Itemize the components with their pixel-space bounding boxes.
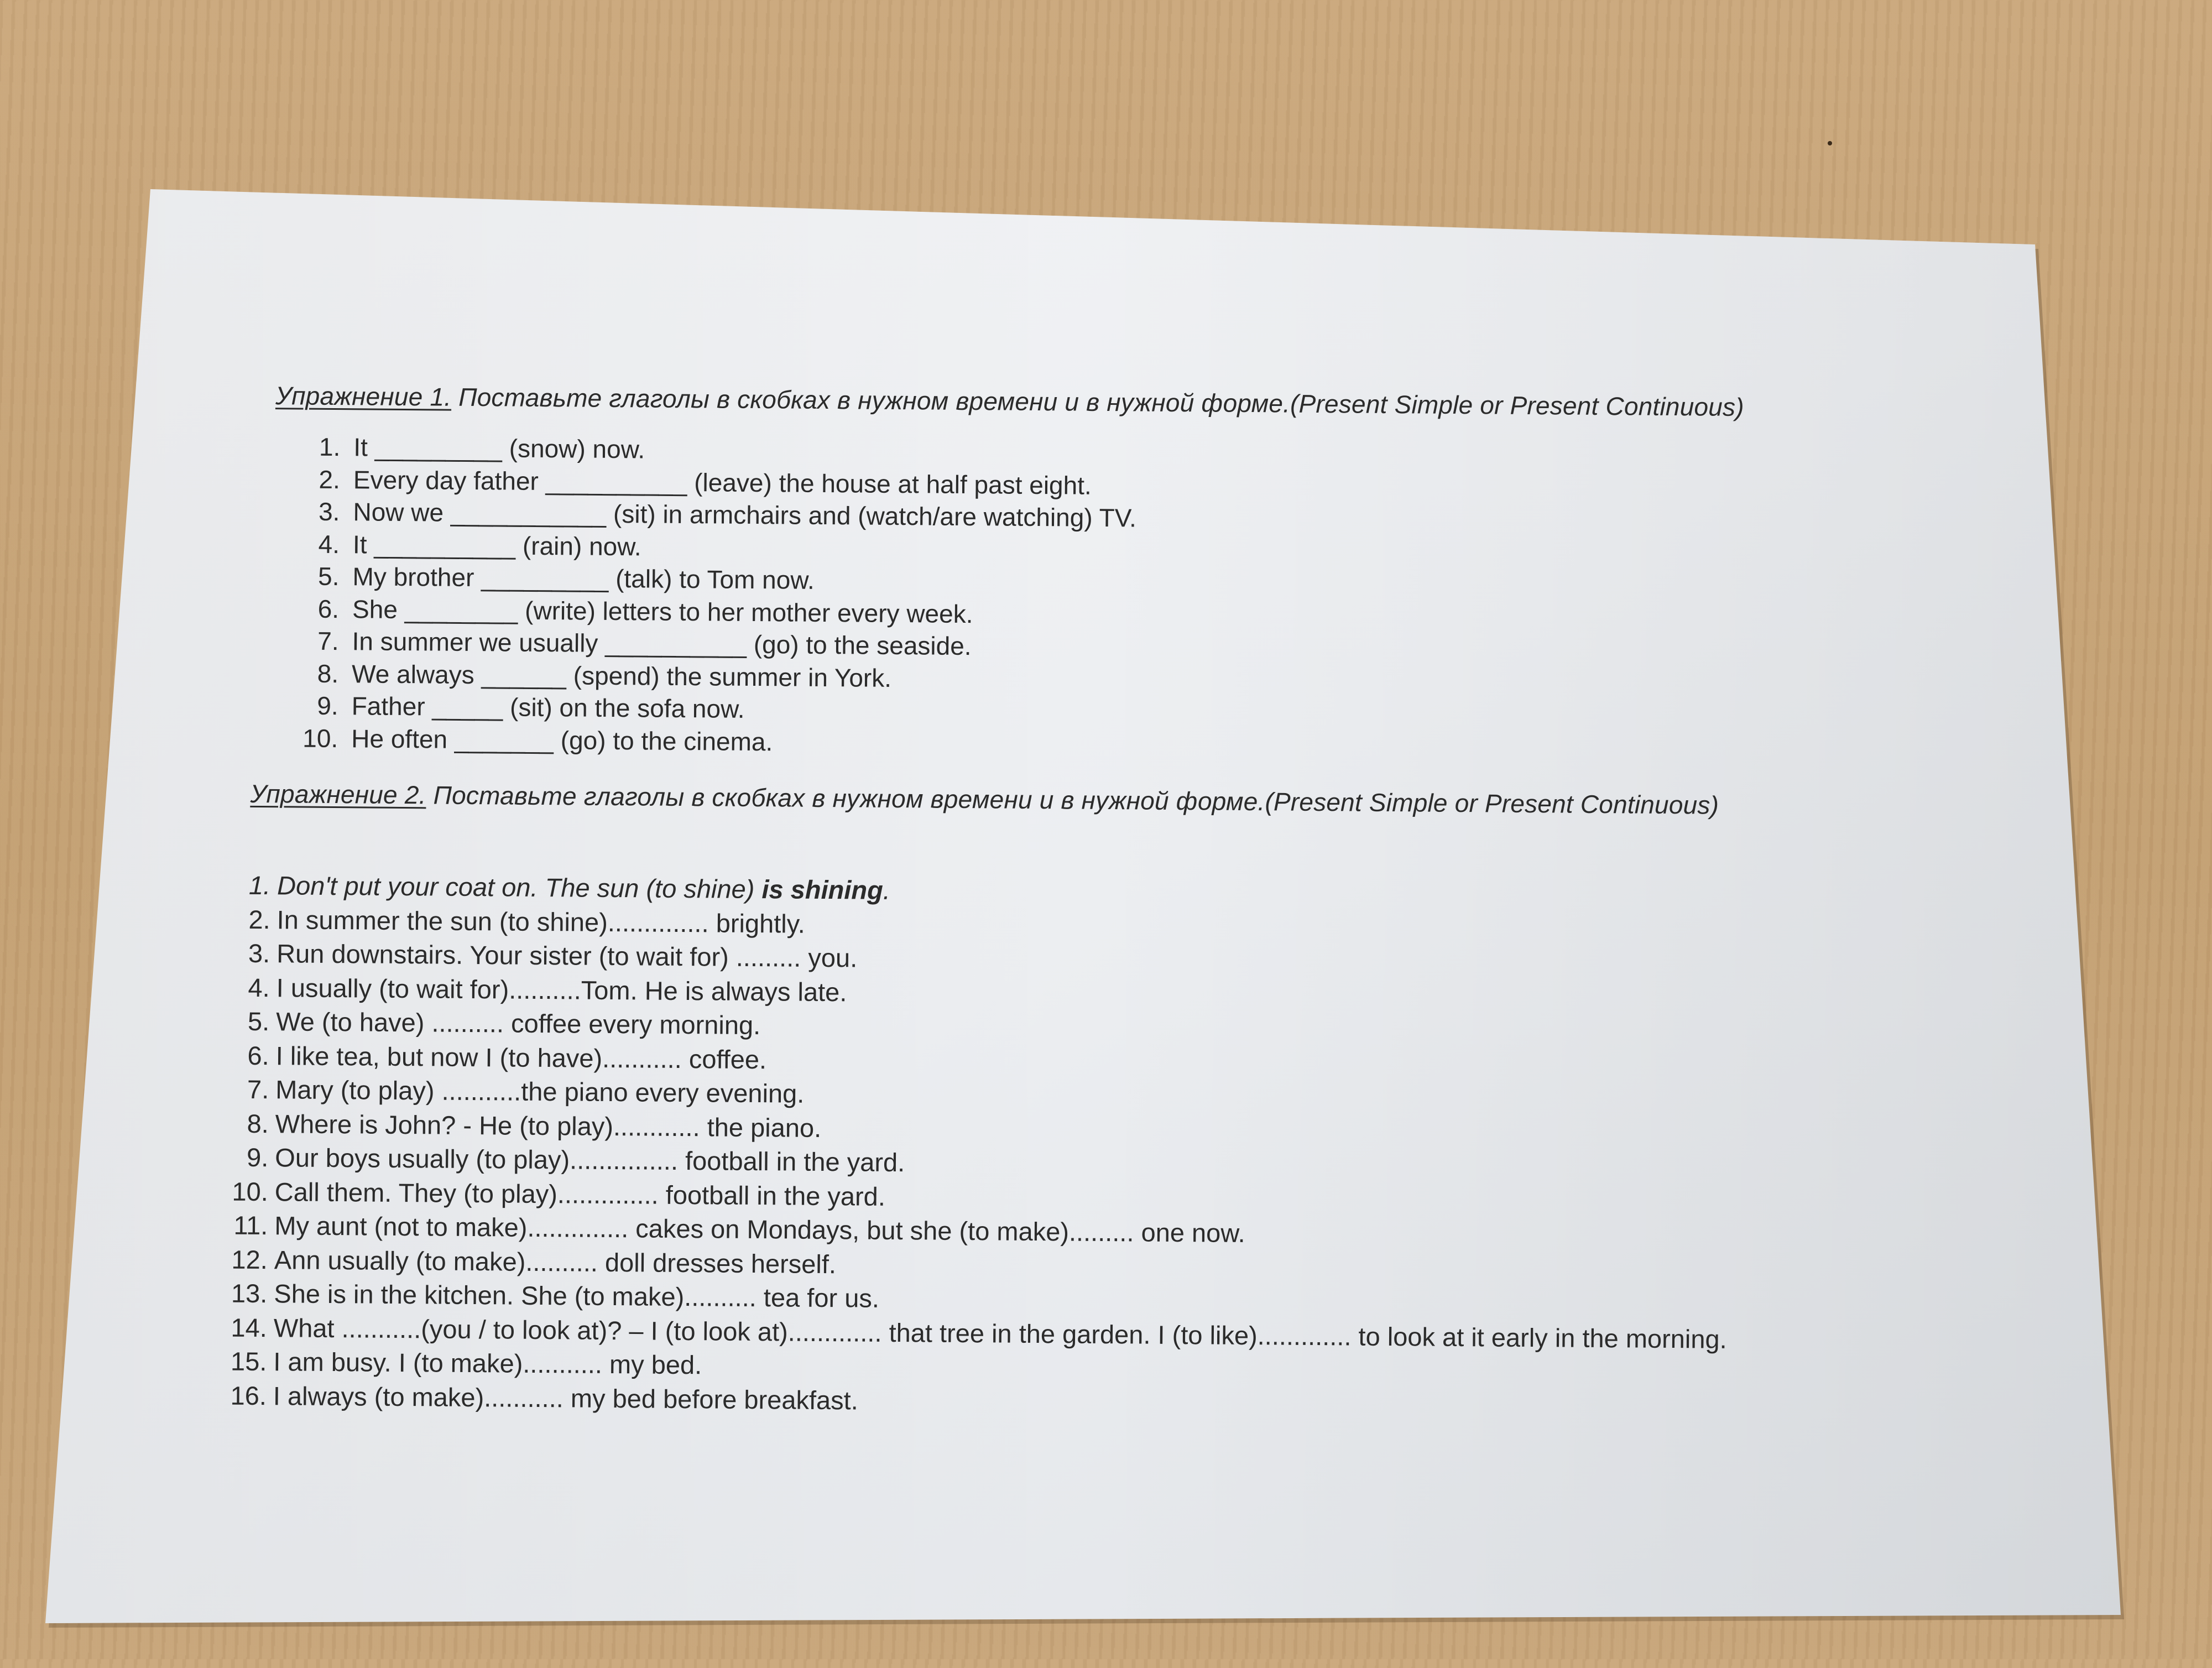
list-item: 4. I usually (to wait for)..........Tom. He is always late. xyxy=(248,972,847,1007)
list-item: 15. I am busy. I (to make)........... my bed. xyxy=(230,1346,702,1380)
list-item: 9. Father _____ (sit) on the sofa now. xyxy=(317,691,745,723)
exercise1-label: Упражнение 1. xyxy=(275,381,452,411)
list-item: 10. He often _______ (go) to the cinema. xyxy=(302,723,773,756)
list-item: 12. Ann usually (to make).......... doll dresses herself. xyxy=(231,1244,837,1279)
list-item: 5. My brother _________ (talk) to Tom now. xyxy=(317,561,815,595)
list-item: 6. She ________ (write) letters to her mother every week. xyxy=(317,594,973,628)
exercise2-list xyxy=(222,868,1731,1424)
list-item: 11. My aunt (not to make).............. cakes on Mondays, but she (to make)......... one now. xyxy=(233,1210,1245,1248)
example-answer: is shining xyxy=(761,874,884,905)
list-item: 14. What ...........(you / to look at)? – I (to look at)............. that tree in the garden. I (to like)............. to look at it early in the morning. xyxy=(231,1312,1727,1354)
list-item: 13. She is in the kitchen. She (to make).......... tea for us. xyxy=(231,1278,880,1313)
list-item: 2. In summer the sun (to shine).............. brightly. xyxy=(248,904,806,939)
exercise1-instruction: Поставьте глаголы в скобках в нужном времени и в нужной форме.(Present Simple or Present Continuous) xyxy=(451,382,1744,422)
list-item: 7. Mary (to play) ...........the piano every evening. xyxy=(247,1074,805,1108)
list-item: 1. It _________ (snow) now. xyxy=(319,432,645,464)
list-item: 3. Now we ___________ (sit) in armchairs and (watch/are watching) TV. xyxy=(318,497,1137,533)
list-item: 16. I always (to make)........... my bed before breakfast. xyxy=(230,1380,859,1415)
list-item: 7. In summer we usually __________ (go) to the seaside. xyxy=(317,626,972,661)
list-item: 8. Where is John? - He (to play)............ the piano. xyxy=(247,1108,822,1143)
exercise1-list xyxy=(294,430,1137,760)
example-item: 1. Don't put your coat on. The sun (to shine) is shining. xyxy=(248,870,891,905)
list-item: 10. Call them. They (to play).............. football in the yard. xyxy=(232,1176,886,1211)
list-item: 3. Run downstairs. Your sister (to wait for) ......... you. xyxy=(248,938,858,973)
exercise1-heading xyxy=(275,380,1744,422)
list-item: 5. We (to have) .......... coffee every morning. xyxy=(247,1006,761,1040)
list-item: 6. I like tea, but now I (to have)........... coffee. xyxy=(247,1040,767,1074)
list-item: 4. It __________ (rain) now. xyxy=(318,529,641,561)
exercise2-heading xyxy=(250,779,1719,820)
list-item: 8. We always ______ (spend) the summer in York. xyxy=(317,659,892,692)
exercise2-label: Упражнение 2. xyxy=(250,779,426,810)
list-item: 9. Our boys usually (to play)............... football in the yard. xyxy=(246,1142,905,1177)
list-item: 2. Every day father __________ (leave) the house at half past eight. xyxy=(319,465,1092,500)
exercise2-instruction: Поставьте глаголы в скобках в нужном времени и в нужной форме.(Present Simple or Present Continuous) xyxy=(426,780,1719,820)
